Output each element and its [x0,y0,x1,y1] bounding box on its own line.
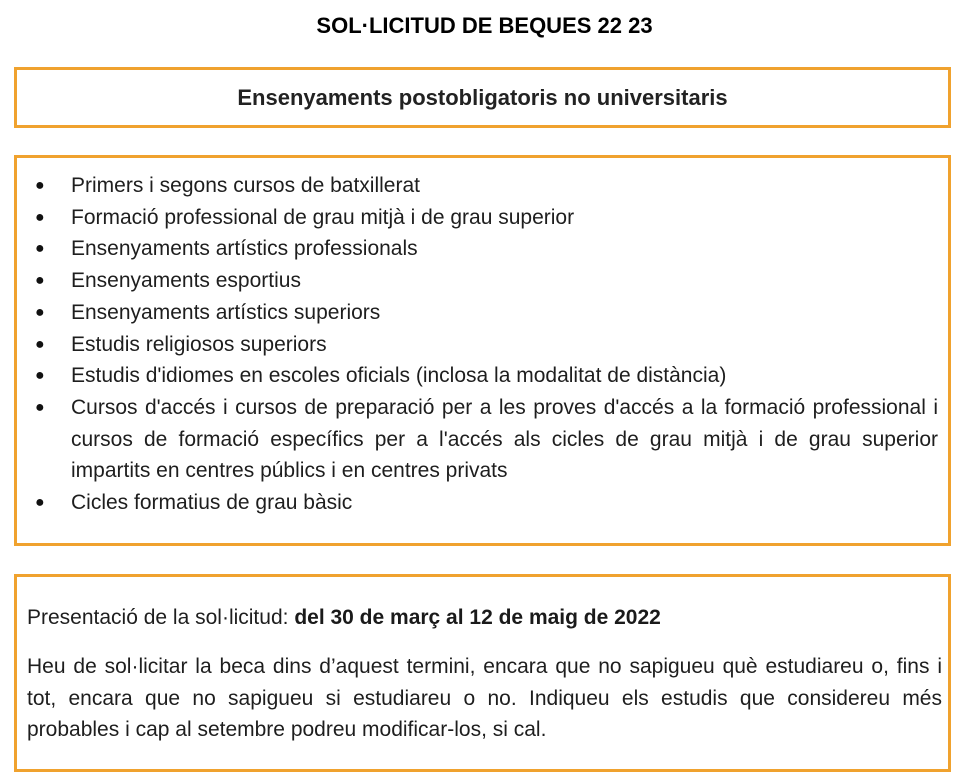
section-header-box [14,67,951,128]
bullet-icon: ● [35,303,45,321]
list-item [17,329,948,361]
deadline-label: Presentació de la sol·licitud: [27,606,289,629]
deadline-box [14,574,951,772]
bullet-icon: ● [35,398,45,416]
bullet-icon: ● [35,335,45,353]
list-item [17,170,948,202]
list-item [17,202,948,234]
list-item-text: Formació professional de grau mitjà i de grau superior [71,205,575,229]
list-item-text: Ensenyaments esportius [71,269,301,293]
list-item [17,233,948,265]
bullet-icon: ● [35,272,45,290]
list-item-text: Ensenyaments artístics superiors [71,300,381,324]
deadline-note: Heu de sol·licitar la beca dins d’aquest termini, encara que no sapigueu què estudiareu o, fins i tot, encara que no sapigueu si estudiareu o no. Indiqueu els estudis que considereu més probables i cap al setembre podreu modificar-los, si cal. [27,655,942,741]
deadline-dates: del 30 de març al 12 de maig de 2022 [294,606,661,629]
bullet-icon: ● [35,240,45,258]
bullet-icon: ● [35,177,45,194]
studies-list [17,170,948,519]
list-item-text: Cursos d'accés i cursos de preparació per a les proves d'accés a la formació professional i cursos de formació específics per a l'accés als cicles de grau mitjà i de grau superior impartits en centres públics i en centres privats [71,395,938,483]
list-item [17,392,948,487]
deadline-line [27,606,661,630]
bullet-icon: ● [35,494,45,512]
section-title: Ensenyaments postobligatoris no universitaris [237,85,728,110]
list-item [17,265,948,297]
list-item [17,360,948,392]
studies-list-box [14,155,951,546]
document-title: SOL·LICITUD DE BEQUES 22 23 [316,13,653,38]
bullet-icon: ● [35,208,45,226]
list-item [17,297,948,329]
list-item-text: Estudis d'idiomes en escoles oficials (inclosa la modalitat de distància) [71,364,727,388]
list-item-text: Ensenyaments artístics professionals [71,237,418,261]
list-item-text: Primers i segons cursos de batxillerat [71,174,420,197]
list-item [17,487,948,519]
bullet-icon: ● [35,367,45,385]
list-item-text: Cicles formatius de grau bàsic [71,491,353,515]
list-item-text: Estudis religiosos superiors [71,332,327,356]
